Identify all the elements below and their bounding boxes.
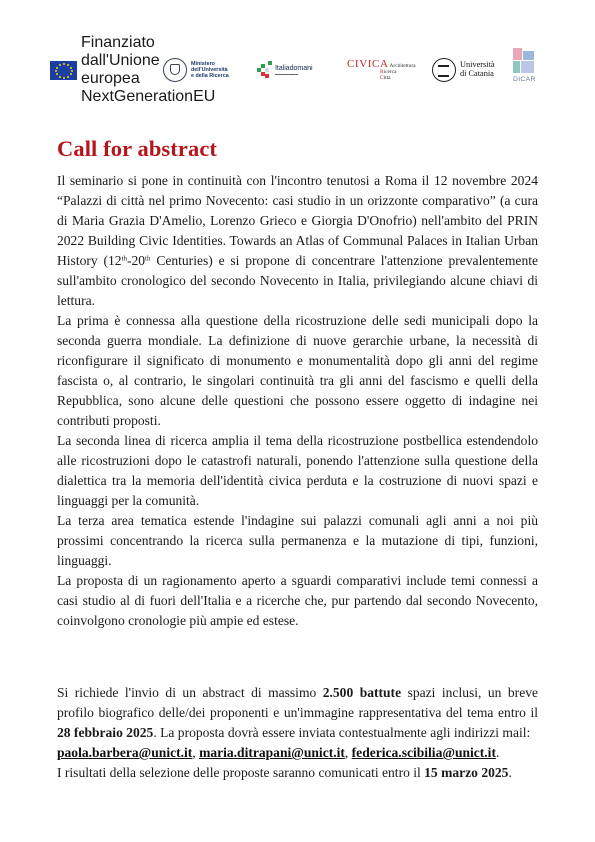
unict-seal-icon <box>432 58 456 82</box>
results-paragraph: I risultati della selezione delle proposte saranno comunicati entro il 15 marzo 2025. <box>57 765 512 780</box>
paragraph-second-line: La seconda linea di ricerca amplia il tema della ricostruzione postbellica estendendolo alle ricostruzioni dopo le catastrofi naturali, ponendo l'attenzione sulla questione della dialettica tra la memoria dell'identità civica perduta e la costruzione di nuovi spazi e linguaggi per la comunità. <box>57 433 538 508</box>
eu-logo-line3: NextGenerationEU <box>81 87 216 105</box>
civica-line1: Architettura <box>389 62 416 69</box>
page-title: Call for abstract <box>57 136 218 161</box>
submission-paragraph: Si richiede l'invio di un abstract di massimo 2.500 battute spazi inclusi, un breve profilo biografico delle/dei proponenti e un'immagine rappresentativa del tema entro il 28 febbraio 2025. La proposta dovrà essere inviata contestualmente agli indirizzi mail: <box>57 685 538 740</box>
paragraph-intro: Il seminario si pone in continuità con l'incontro tenutosi a Roma il 12 novembre 2024 “Palazzi di città nel primo Novecento: casi studio in un orizzonte comparativo” (a cura di Maria Grazia D'Amelio, Lorenzo Grieco e Giorgia D'Onofrio) nell'ambito del PRIN 2022 Building Civic Identities. Towards an Atlas of Communal Palaces in Italian Urban History (12th-20th Centuries) e si propone di concentrare l'attenzione prevalentemente sull'ambito cronologico del secondo Novecento in Italia, privilegiando alcune chiavi di lettura. <box>57 173 538 308</box>
dicar-logo <box>513 48 545 92</box>
dicar-mark-icon <box>513 48 535 74</box>
email-link-barbera[interactable]: paola.barbera@unict.it <box>57 745 193 760</box>
italiadomani-subtitle-graphic: ▬▬▬▬▬▬▬ <box>275 71 299 76</box>
email-link-scibilia[interactable]: federica.scibilia@unict.it <box>351 745 496 760</box>
civica-wordmark: CIVICA <box>347 57 389 70</box>
eu-logo-line1: Finanziato <box>81 34 155 52</box>
results-date: 15 marzo 2025 <box>424 765 509 780</box>
eu-flag-icon <box>50 61 77 80</box>
civica-line2: Ricerca <box>380 68 397 75</box>
mur-logo <box>163 52 247 88</box>
email-link-ditrapani[interactable]: maria.ditrapani@unict.it <box>199 745 345 760</box>
paragraph-comparative: La proposta di un ragionamento aperto a sguardi comparativi include temi connessi a casi studio al di fuori dell'Italia e a ricerche che, pur partendo dal secondo Novecento, coinvolgono cronologie più ampie ed estese. <box>57 573 538 628</box>
mur-logo-line3: e della Ricerca <box>191 73 229 80</box>
eu-logo-line2: dall'Unione europea <box>81 52 160 87</box>
unict-line2: di Catania <box>460 69 494 78</box>
abstract-length: 2.500 battute <box>322 685 402 700</box>
italiadomani-mark-icon <box>257 61 273 79</box>
civica-line3: Città <box>380 74 391 81</box>
paragraph-first-line: La prima è connessa alla questione della ricostruzione delle sedi municipali dopo la seconda guerra mondiale. La definizione di nuove gerarchie urbane, la necessità di riconfigurare il significato di monumento e monumentalità dopo gli anni del regime fascista o, al contrario, le singolari continuità tra gli anni del fascismo e quelli della Repubblica, sono alcune delle questioni che possono essere oggetto di indagine nei contributi proposti. <box>57 313 538 428</box>
mur-logo-line2: dell'Università <box>191 66 228 73</box>
document-body <box>57 171 538 783</box>
unict-line1: Università <box>460 60 495 70</box>
italiadomani-name: Italiadomani <box>275 62 313 72</box>
paragraph-third-area: La terza area tematica estende l'indagine sui palazzi comunali agli anni a noi più prossimi concentrando la ricerca sulla permanenza e la mutazione di tipi, funzioni, linguaggi. <box>57 513 538 568</box>
unict-logo <box>432 52 506 88</box>
logo-strip <box>50 34 545 105</box>
italiadomani-logo <box>257 52 337 88</box>
republic-emblem-icon <box>163 58 187 82</box>
civica-logo <box>347 52 427 88</box>
dicar-label: DICAR <box>513 76 536 83</box>
submission-deadline: 28 febbraio 2025 <box>57 725 154 740</box>
email-line: paola.barbera@unict.it, maria.ditrapani@unict.it, federica.scibilia@unict.it. <box>57 745 500 760</box>
mur-logo-line1: Ministero <box>191 60 215 67</box>
